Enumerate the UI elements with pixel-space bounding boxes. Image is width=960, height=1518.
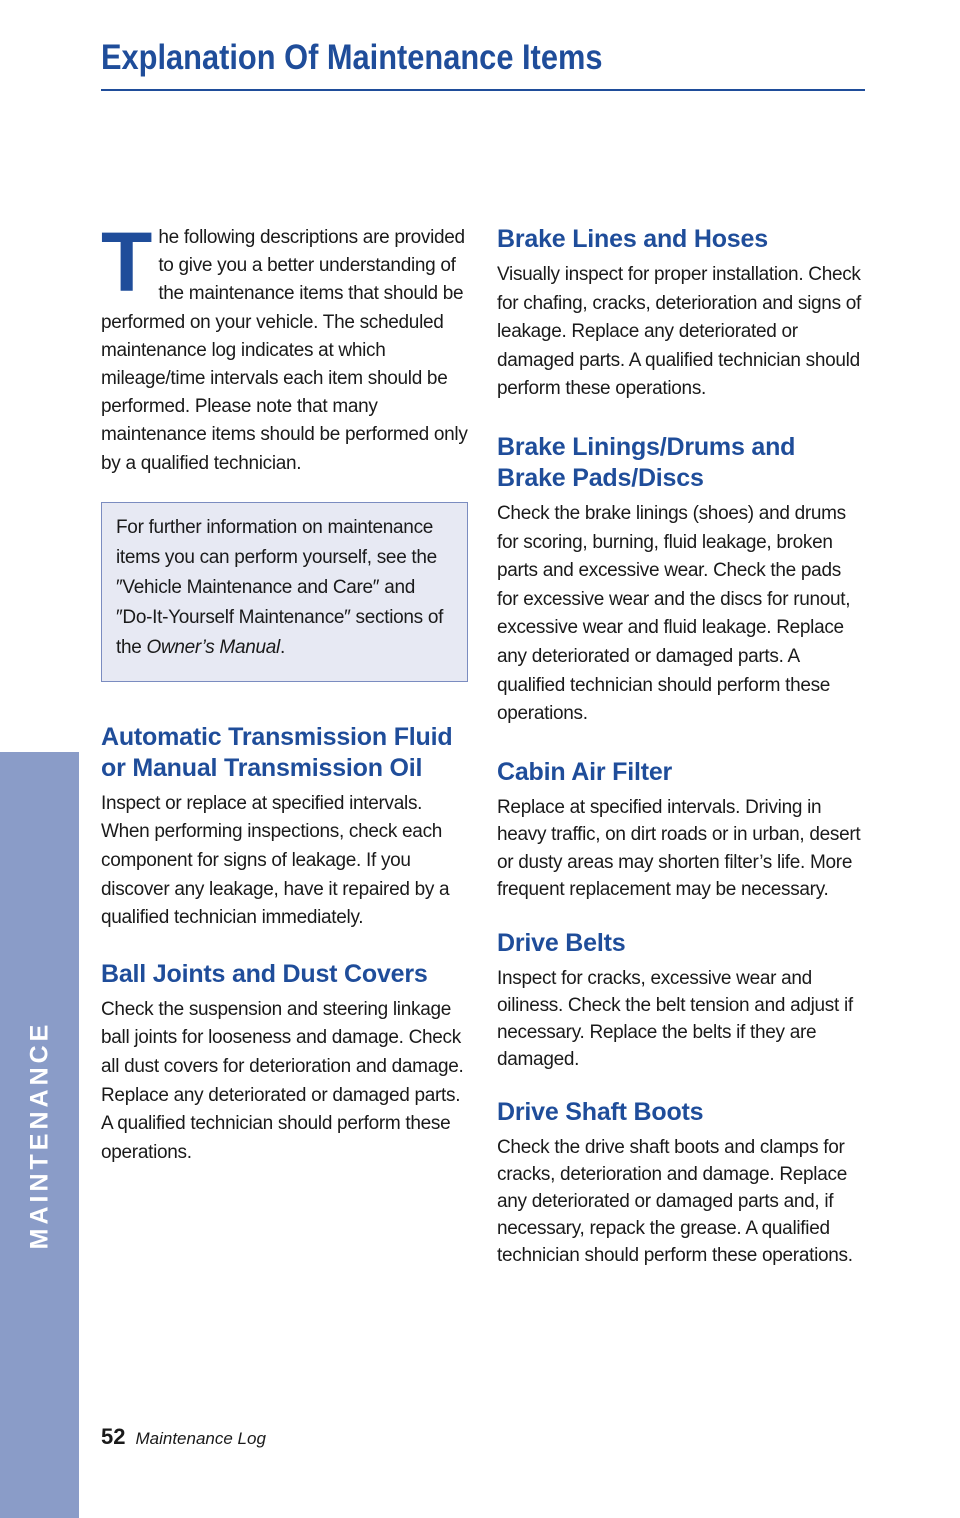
section-heading: Ball Joints and Dust Covers [101, 959, 428, 988]
section-body: Check the brake linings (shoes) and drums for scoring, burning, fluid leakage, broken parts and excessive wear. Check the pads for excessive wear and the discs for runout, excessive wear and fluid leakage. Replace any deteriorated or damaged parts. A qualified technician should perform these operations. [497, 502, 851, 725]
section-body: Inspect or replace at specified intervals. When performing inspections, check each component for signs of leakage. If you discover any leakage, have it repaired by a qualified technician immediately. [101, 792, 450, 929]
drop-cap: T [101, 215, 153, 309]
section-body: Inspect for cracks, excessive wear and oiliness. Check the belt tension and adjust if necessary. Replace the belts if they are damaged. [497, 967, 853, 1070]
section-heading: Drive Shaft Boots [497, 1097, 704, 1126]
section-transmission [101, 722, 468, 933]
section-body: Check the drive shaft boots and clamps for cracks, deterioration and damage. Replace any deteriorated or damaged parts and, if necessary, repack the grease. A qualified technician should perform these operations. [497, 1136, 853, 1266]
left-column [101, 215, 468, 1167]
section-heading: Brake Linings/Drums and Brake Pads/Discs [497, 432, 796, 492]
note-text [116, 513, 453, 663]
section-heading: Cabin Air Filter [497, 757, 673, 786]
page-title: Explanation Of Maintenance Items [101, 38, 603, 77]
section-heading: Automatic Transmission Fluid or Manual Transmission Oil [101, 722, 453, 782]
page-number: 52 [101, 1424, 126, 1449]
section-cabin-air-filter [497, 757, 865, 904]
page-footer [101, 1424, 266, 1450]
footer-title: Maintenance Log [135, 1429, 266, 1448]
intro-paragraph [101, 215, 468, 478]
section-brake-linings [497, 432, 865, 729]
note-italic: Owner’s Manual [146, 636, 280, 658]
section-body: Replace at specified intervals. Driving in heavy traffic, on dirt roads or in urban, desert or dusty areas may shorten filter’s life. More frequent replacement may be necessary. [497, 796, 861, 901]
intro-text: he following descriptions are provided to give you a better understanding of the maintenance items that should be performed on your vehicle. The scheduled maintenance log indicates at which mileage/time intervals each item should be performed. Please note that many maintenance items should be performed only by a qualified technician. [101, 227, 468, 474]
title-rule [101, 89, 865, 91]
section-body: Check the suspension and steering linkage ball joints for looseness and damage. Check all dust covers for deterioration and damage. Replace any deteriorated or damaged parts. A qualified technician should perform these operations. [101, 998, 464, 1163]
section-heading: Drive Belts [497, 928, 626, 957]
note-end: . [279, 636, 285, 658]
section-brake-lines [497, 224, 865, 404]
section-ball-joints [101, 959, 468, 1168]
right-column [497, 224, 865, 1269]
note-body: For further information on maintenance items you can perform yourself, see the ″Vehicle Maintenance and Care″ and ″Do-It-Yourself Maintenance″ sections of the [116, 516, 444, 658]
section-drive-shaft-boots [497, 1097, 865, 1269]
note-box [101, 502, 468, 682]
section-drive-belts [497, 928, 865, 1073]
side-tab-label: MAINTENANCE [25, 1020, 54, 1250]
section-body: Visually inspect for proper installation. Check for chafing, cracks, deterioration and signs of leakage. Replace any deteriorated or damaged parts. A qualified technician should perform these operations. [497, 264, 861, 400]
section-heading: Brake Lines and Hoses [497, 225, 768, 253]
